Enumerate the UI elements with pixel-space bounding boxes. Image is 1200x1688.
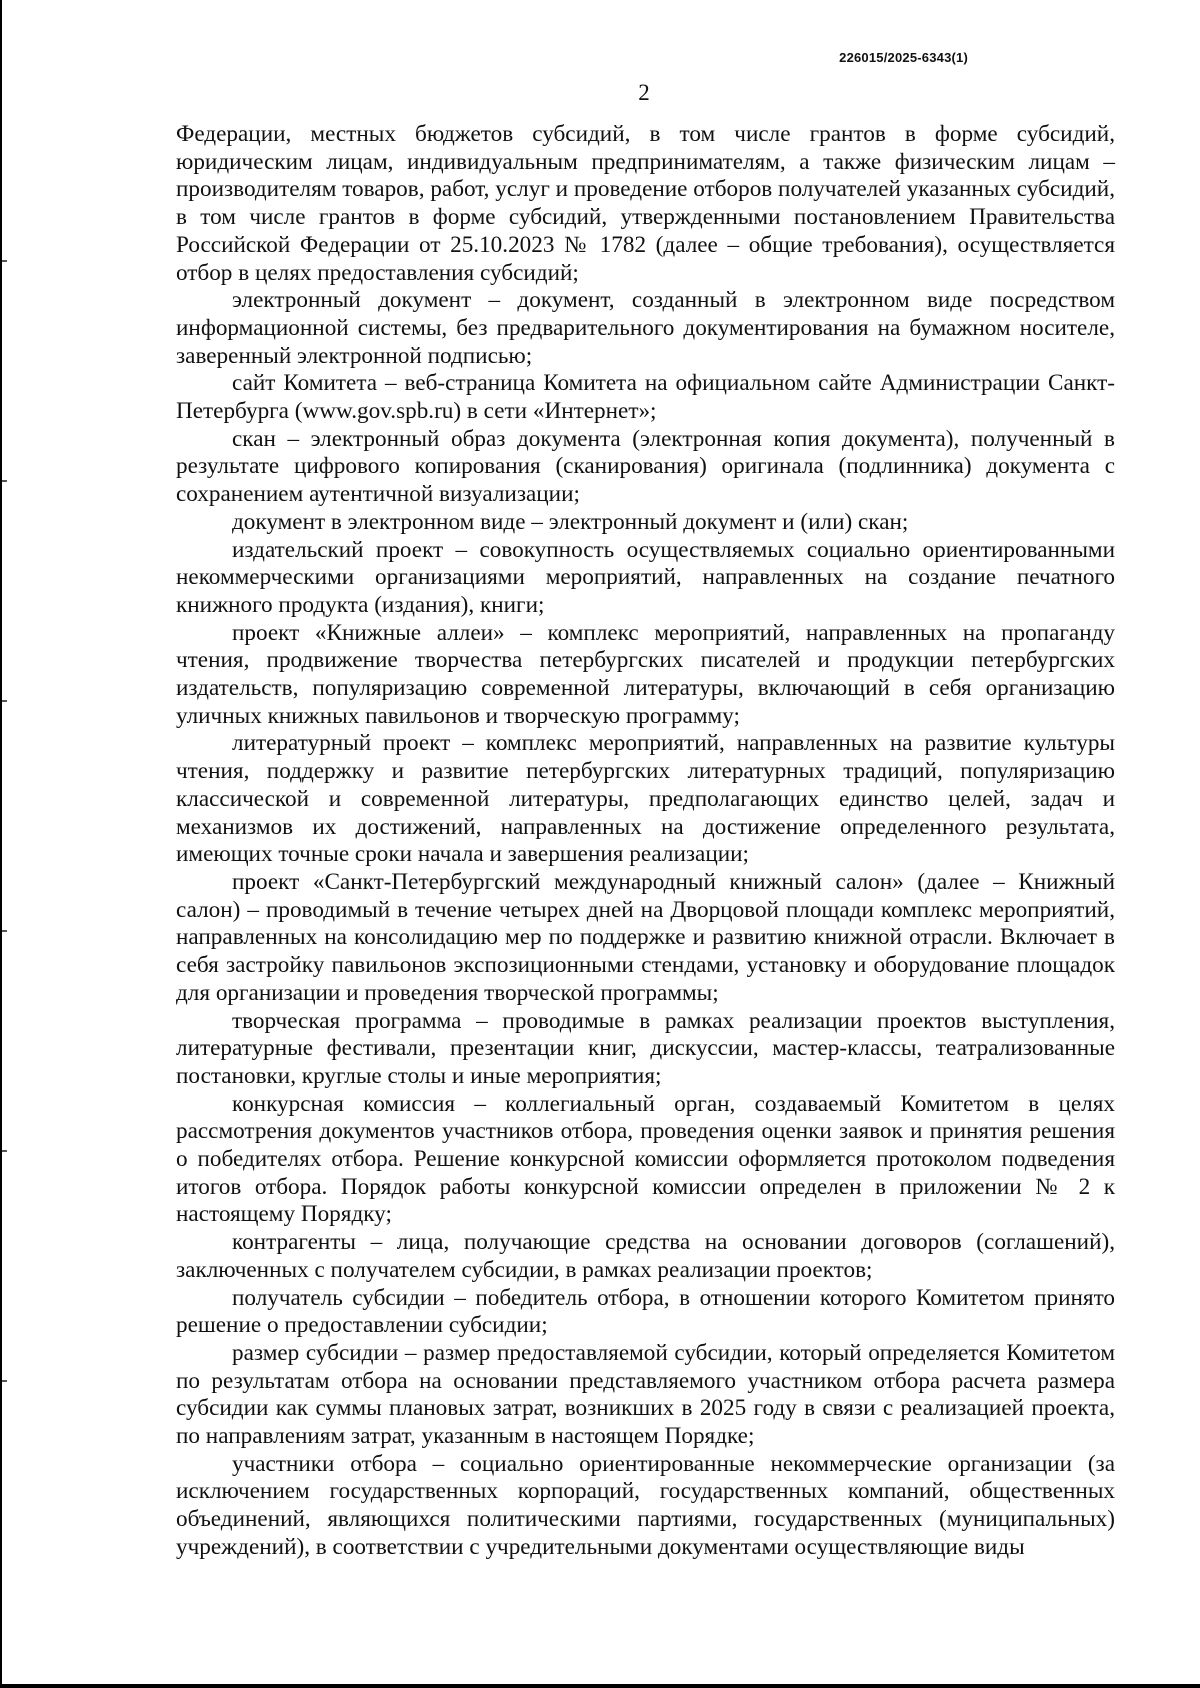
paragraph-creative-program: творческая программа – проводимые в рамках реализации проектов выступления, литературные фестивали, презентации книг, дискуссии, мастер-классы, театрализованные постановки, круглые столы и иные мероприятия; [176, 1007, 1115, 1089]
paragraph-competition-commission: конкурсная комиссия – коллегиальный орган, создаваемый Комитетом в целях рассмотрения документов участников отбора, проведения оценки заявок и принятия решения о победителях отбора. Решение конкурсной комиссии оформляется протоколом подведения итогов отбора. Порядок работы конкурсной комиссии определен в приложении № 2 к настоящему Порядку; [176, 1090, 1115, 1228]
scan-margin-mark [2, 1380, 7, 1382]
paragraph-book-salon-project: проект «Санкт-Петербургский международный книжный салон» (далее – Книжный салон) – проводимый в течение четырех дней на Дворцовой площади комплекс мероприятий, направленных на консолидацию мер по поддержке и развитию книжной отрасли. Включает в себя застройку павильонов экспозиционными стендами, установку и оборудование площадок для организации и проведения творческой программы; [176, 868, 1115, 1006]
paragraph-subsidy-amount: размер субсидии – размер предоставляемой субсидии, который определяется Комитетом по результатам отбора на основании представляемого участником отбора расчета размера субсидии как суммы плановых затрат, возникших в 2025 году в связи с реализацией проекта, по направлениям затрат, указанным в настоящем Порядке; [176, 1339, 1115, 1450]
paragraph-book-alleys-project: проект «Книжные аллеи» – комплекс мероприятий, направленных на пропаганду чтения, продвижение творчества петербургских писателей и продукции петербургских издательств, популяризацию современной литературы, включающий в себя организацию уличных книжных павильонов и творческую программу; [176, 619, 1115, 729]
paragraph-electronic-form-document: документ в электронном виде – электронный документ и (или) скан; [232, 508, 909, 535]
paragraph-subsidy-recipient: получатель субсидии – победитель отбора, в отношении которого Комитетом принято решение о предоставлении субсидии; [176, 1284, 1115, 1339]
document-registration-number: 226015/2025-6343(1) [839, 50, 968, 65]
scan-margin-mark [2, 700, 7, 702]
paragraph-general-requirements: Федерации, местных бюджетов субсидий, в том числе грантов в форме субсидий, юридическим лицам, индивидуальным предпринимателям, а также физическим лицам – производителям товаров, работ, услуг и проведение отборов получателей указанных субсидий, в том числе грантов в форме субсидий, утвержденными постановлением Правительства Российской Федерации от 25.10.2023 № 1782 (далее – общие требования), осуществляется отбор в целях предоставления субсидий; [176, 121, 1115, 286]
paragraph-electronic-document: электронный документ – документ, созданный в электронном виде посредством информационной системы, без предварительного документирования на бумажном носителе, заверенный электронной подписью; [176, 287, 1115, 369]
scan-margin-mark [2, 260, 7, 262]
scan-left-edge [0, 0, 2, 1688]
scan-margin-mark [2, 480, 7, 482]
paragraph-scan: скан – электронный образ документа (электронная копия документа), полученный в результате цифрового копирования (сканирования) оригинала (подлинника) документа с сохранением аутентичной визуализации; [176, 425, 1115, 508]
scan-margin-mark [2, 930, 7, 932]
page-number: 2 [638, 80, 650, 105]
paragraph-publishing-project: издательский проект – совокупность осуществляемых социально ориентированными некоммерческими организациями мероприятий, направленных на создание печатного книжного продукта (издания), книги; [176, 536, 1115, 618]
paragraph-contractors: контрагенты – лица, получающие средства на основании договоров (соглашений), заключенных с получателем субсидии, в рамках реализации проектов; [176, 1229, 1115, 1283]
paragraph-committee-site: сайт Комитета – веб-страница Комитета на официальном сайте Администрации Санкт-Петербурга (www.gov.spb.ru) в сети «Интернет»; [176, 370, 1115, 425]
document-body [176, 121, 1115, 1562]
scan-bottom-edge [0, 1684, 1200, 1688]
paragraph-selection-participants: участники отбора – социально ориентированные некоммерческие организации (за исключением государственных корпораций, государственных компаний, общественных объединений, являющихся политическими партиями, государственных (муниципальных) учреждений), в соответствии с учредительными документами осуществляющие виды [176, 1450, 1115, 1560]
paragraph-literary-project: литературный проект – комплекс мероприятий, направленных на развитие культуры чтения, поддержку и развитие петербургских литературных традиций, популяризацию классической и современной литературы, предполагающих единство целей, задач и механизмов их достижений, направленных на достижение определенного результата, имеющих точные сроки начала и завершения реализации; [176, 730, 1115, 868]
scan-margin-mark [2, 1150, 7, 1152]
